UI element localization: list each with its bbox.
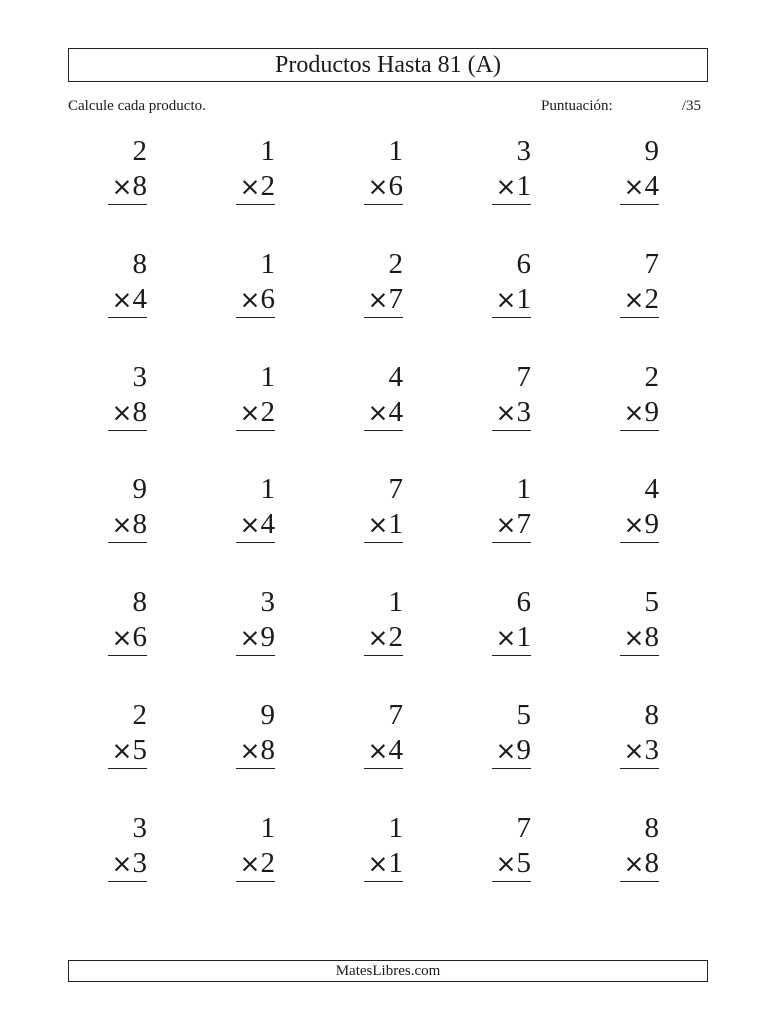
multiplier-line xyxy=(108,845,147,882)
multiplier: 5 xyxy=(132,733,147,766)
multiplier: 4 xyxy=(644,170,659,202)
worksheet-title: Productos Hasta 81 (A) xyxy=(68,48,708,82)
times-sign: × xyxy=(495,172,517,201)
multiplication-problem xyxy=(580,247,708,360)
multiplier-line xyxy=(492,394,531,431)
multiplicand: 2 xyxy=(132,135,147,167)
multiplicand: 2 xyxy=(388,247,403,280)
multiplier-line xyxy=(364,394,403,431)
problem-row xyxy=(68,698,708,811)
multiplicand: 6 xyxy=(516,586,531,619)
multiplier-line xyxy=(364,506,403,543)
times-sign: × xyxy=(239,848,261,878)
problem-stack xyxy=(492,585,531,656)
problem-stack xyxy=(236,360,275,431)
multiplication-problem xyxy=(580,134,708,247)
multiplicand: 9 xyxy=(260,698,275,731)
multiplication-problem xyxy=(580,585,708,698)
multiplier: 8 xyxy=(644,621,659,654)
multiplier: 4 xyxy=(388,733,403,766)
multiplicand: 3 xyxy=(516,135,531,167)
times-sign: × xyxy=(111,510,133,540)
multiplication-problem xyxy=(452,247,580,360)
multiplicand: 9 xyxy=(644,135,659,167)
multiplier-line xyxy=(108,168,147,205)
times-sign: × xyxy=(239,735,261,765)
times-sign: × xyxy=(367,735,389,765)
multiplier: 8 xyxy=(132,508,147,541)
multiplier: 1 xyxy=(388,846,403,879)
multiplication-problem xyxy=(196,134,324,247)
multiplication-problem xyxy=(324,360,452,473)
multiplication-problem xyxy=(324,472,452,585)
multiplicand: 1 xyxy=(260,811,275,844)
multiplier-line xyxy=(620,394,659,431)
multiplier-line xyxy=(492,168,531,205)
times-sign: × xyxy=(495,623,517,653)
problem-stack xyxy=(108,247,147,318)
multiplier: 2 xyxy=(260,395,275,428)
multiplier: 2 xyxy=(644,282,659,315)
times-sign: × xyxy=(495,735,517,765)
times-sign: × xyxy=(239,397,261,427)
times-sign: × xyxy=(239,284,261,314)
multiplier-line xyxy=(620,168,659,205)
multiplier-line xyxy=(364,619,403,656)
problem-grid xyxy=(68,134,708,924)
multiplier-line xyxy=(492,732,531,769)
multiplication-problem xyxy=(580,360,708,473)
multiplication-problem xyxy=(452,134,580,247)
times-sign: × xyxy=(367,172,389,201)
problem-stack xyxy=(620,134,659,205)
multiplier: 7 xyxy=(388,282,403,315)
problem-stack xyxy=(364,585,403,656)
problem-stack xyxy=(364,247,403,318)
multiplication-problem xyxy=(452,698,580,811)
multiplicand: 8 xyxy=(132,247,147,280)
multiplier: 2 xyxy=(260,170,275,202)
problem-row xyxy=(68,247,708,360)
multiplier: 1 xyxy=(388,508,403,541)
problem-stack xyxy=(492,247,531,318)
score-total: /35 xyxy=(681,98,701,114)
multiplier: 5 xyxy=(516,846,531,879)
multiplication-problem xyxy=(580,811,708,924)
times-sign: × xyxy=(111,172,133,201)
times-sign: × xyxy=(367,284,389,314)
times-sign: × xyxy=(111,623,133,653)
problem-stack xyxy=(620,698,659,769)
multiplicand: 8 xyxy=(132,586,147,619)
multiplier: 4 xyxy=(260,508,275,541)
multiplicand: 6 xyxy=(516,247,531,280)
multiplication-problem xyxy=(196,811,324,924)
problem-stack xyxy=(620,360,659,431)
problem-stack xyxy=(108,472,147,543)
problem-stack xyxy=(236,134,275,205)
multiplicand: 1 xyxy=(388,586,403,619)
problem-stack xyxy=(620,247,659,318)
multiplier: 8 xyxy=(260,733,275,766)
times-sign: × xyxy=(239,172,261,201)
multiplicand: 5 xyxy=(516,698,531,731)
times-sign: × xyxy=(495,397,517,427)
problem-stack xyxy=(236,585,275,656)
times-sign: × xyxy=(495,284,517,314)
times-sign: × xyxy=(623,284,645,314)
multiplier-line xyxy=(492,281,531,318)
multiplication-problem xyxy=(580,698,708,811)
problem-stack xyxy=(364,698,403,769)
multiplication-problem xyxy=(68,698,196,811)
multiplicand: 5 xyxy=(644,586,659,619)
problem-stack xyxy=(108,585,147,656)
problem-stack xyxy=(492,360,531,431)
multiplicand: 2 xyxy=(644,360,659,393)
times-sign: × xyxy=(495,510,517,540)
multiplicand: 2 xyxy=(132,698,147,731)
multiplicand: 4 xyxy=(644,473,659,506)
multiplication-problem xyxy=(452,472,580,585)
times-sign: × xyxy=(239,510,261,540)
multiplicand: 7 xyxy=(644,247,659,280)
problem-stack xyxy=(620,472,659,543)
problem-stack xyxy=(364,811,403,882)
multiplier-line xyxy=(236,845,275,882)
times-sign: × xyxy=(111,284,133,314)
multiplier: 2 xyxy=(388,621,403,654)
multiplier-line xyxy=(108,281,147,318)
multiplier: 9 xyxy=(516,733,531,766)
multiplier-line xyxy=(108,732,147,769)
instructions-text: Calcule cada producto. xyxy=(68,98,206,114)
times-sign: × xyxy=(111,735,133,765)
problem-stack xyxy=(492,472,531,543)
multiplication-problem xyxy=(196,247,324,360)
multiplicand: 7 xyxy=(388,473,403,506)
multiplier-line xyxy=(364,281,403,318)
multiplication-problem xyxy=(196,585,324,698)
problem-row xyxy=(68,811,708,924)
times-sign: × xyxy=(623,510,645,540)
problem-stack xyxy=(364,360,403,431)
multiplier-line xyxy=(492,619,531,656)
times-sign: × xyxy=(623,623,645,653)
multiplicand: 1 xyxy=(260,135,275,167)
multiplicand: 7 xyxy=(388,698,403,731)
multiplier: 6 xyxy=(260,282,275,315)
problem-row xyxy=(68,360,708,473)
multiplication-problem xyxy=(68,585,196,698)
multiplier-line xyxy=(620,732,659,769)
times-sign: × xyxy=(623,848,645,878)
problem-stack xyxy=(492,134,531,205)
multiplicand: 9 xyxy=(132,473,147,506)
multiplication-problem xyxy=(324,585,452,698)
multiplier-line xyxy=(236,506,275,543)
times-sign: × xyxy=(239,623,261,653)
problem-stack xyxy=(108,811,147,882)
multiplication-problem xyxy=(196,472,324,585)
multiplier: 1 xyxy=(516,170,531,202)
score-field xyxy=(541,98,701,115)
multiplication-problem xyxy=(68,134,196,247)
problem-stack xyxy=(236,472,275,543)
problem-stack xyxy=(620,811,659,882)
multiplicand: 4 xyxy=(388,360,403,393)
multiplication-problem xyxy=(68,811,196,924)
times-sign: × xyxy=(367,623,389,653)
footer-site-name: MatesLibres.com xyxy=(68,960,708,982)
multiplicand: 8 xyxy=(644,811,659,844)
multiplicand: 1 xyxy=(388,135,403,167)
multiplier-line xyxy=(364,732,403,769)
multiplier-line xyxy=(236,168,275,205)
times-sign: × xyxy=(111,397,133,427)
multiplier-line xyxy=(620,281,659,318)
multiplier: 3 xyxy=(516,395,531,428)
times-sign: × xyxy=(495,848,517,878)
problem-stack xyxy=(236,698,275,769)
problem-stack xyxy=(364,472,403,543)
multiplier-line xyxy=(108,394,147,431)
times-sign: × xyxy=(367,397,389,427)
multiplier-line xyxy=(108,619,147,656)
multiplicand: 7 xyxy=(516,360,531,393)
multiplicand: 1 xyxy=(260,473,275,506)
multiplication-problem xyxy=(452,811,580,924)
multiplier-line xyxy=(620,619,659,656)
multiplier-line xyxy=(236,732,275,769)
problem-stack xyxy=(492,698,531,769)
multiplication-problem xyxy=(324,247,452,360)
times-sign: × xyxy=(367,510,389,540)
times-sign: × xyxy=(367,848,389,878)
problem-stack xyxy=(108,698,147,769)
multiplication-problem xyxy=(452,360,580,473)
multiplier: 4 xyxy=(132,282,147,315)
times-sign: × xyxy=(111,848,133,878)
multiplier: 1 xyxy=(516,282,531,315)
multiplier: 8 xyxy=(644,846,659,879)
multiplier: 7 xyxy=(516,508,531,541)
multiplier-line xyxy=(236,394,275,431)
multiplier: 2 xyxy=(260,846,275,879)
multiplier: 3 xyxy=(132,846,147,879)
multiplication-problem xyxy=(580,472,708,585)
problem-row xyxy=(68,585,708,698)
multiplication-problem xyxy=(196,698,324,811)
multiplicand: 7 xyxy=(516,811,531,844)
multiplier-line xyxy=(620,845,659,882)
multiplier: 8 xyxy=(132,395,147,428)
problem-stack xyxy=(108,134,147,205)
multiplier: 9 xyxy=(644,395,659,428)
problem-stack xyxy=(620,585,659,656)
multiplier: 3 xyxy=(644,733,659,766)
multiplicand: 3 xyxy=(132,360,147,393)
problem-stack xyxy=(492,811,531,882)
times-sign: × xyxy=(623,735,645,765)
multiplication-problem xyxy=(324,698,452,811)
multiplicand: 1 xyxy=(260,247,275,280)
multiplier-line xyxy=(236,281,275,318)
multiplication-problem xyxy=(324,134,452,247)
multiplier: 4 xyxy=(388,395,403,428)
multiplier-line xyxy=(108,506,147,543)
multiplicand: 8 xyxy=(644,698,659,731)
multiplication-problem xyxy=(68,360,196,473)
times-sign: × xyxy=(623,172,645,201)
multiplier: 8 xyxy=(132,170,147,202)
problem-row xyxy=(68,472,708,585)
multiplier: 6 xyxy=(388,170,403,202)
multiplier: 1 xyxy=(516,621,531,654)
score-label: Puntuación: xyxy=(541,98,613,114)
multiplicand: 3 xyxy=(132,811,147,844)
multiplier-line xyxy=(364,845,403,882)
multiplication-problem xyxy=(196,360,324,473)
multiplication-problem xyxy=(68,472,196,585)
times-sign: × xyxy=(623,397,645,427)
multiplier-line xyxy=(492,845,531,882)
multiplier-line xyxy=(620,506,659,543)
multiplication-problem xyxy=(324,811,452,924)
problem-stack xyxy=(236,811,275,882)
multiplication-problem xyxy=(452,585,580,698)
multiplier-line xyxy=(364,168,403,205)
problem-stack xyxy=(364,134,403,205)
problem-stack xyxy=(236,247,275,318)
multiplier-line xyxy=(492,506,531,543)
multiplication-problem xyxy=(68,247,196,360)
multiplier: 6 xyxy=(132,621,147,654)
problem-stack xyxy=(108,360,147,431)
multiplier-line xyxy=(236,619,275,656)
multiplicand: 1 xyxy=(388,811,403,844)
multiplier: 9 xyxy=(644,508,659,541)
multiplicand: 1 xyxy=(516,473,531,506)
multiplier: 9 xyxy=(260,621,275,654)
multiplicand: 1 xyxy=(260,360,275,393)
problem-row xyxy=(68,134,708,247)
multiplicand: 3 xyxy=(260,586,275,619)
